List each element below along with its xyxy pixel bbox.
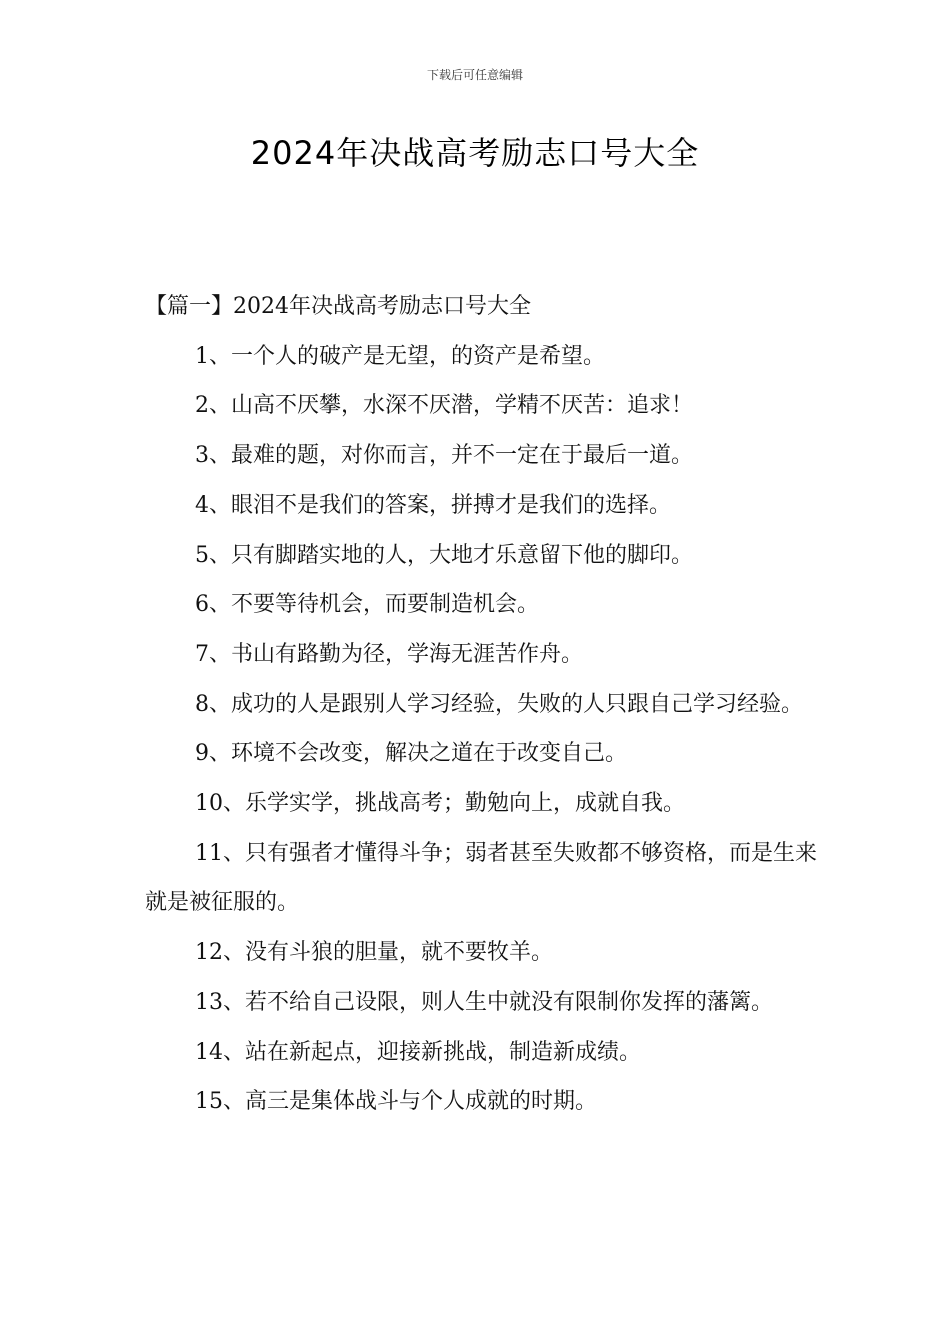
slogan-item: 11、只有强者才懂得斗争；弱者甚至失败都不够资格，而是生来就是被征服的。 — [145, 840, 817, 916]
slogan-list — [145, 332, 825, 1127]
slogan-item: 15、高三是集体战斗与个人成就的时期。 — [195, 1089, 597, 1115]
section-heading: 【篇一】2024年决战高考励志口号大全 — [145, 294, 531, 319]
document-title: 2024年决战高考励志口号大全 — [250, 134, 700, 172]
slogan-item: 13、若不给自己设限，则人生中就没有限制你发挥的藩篱。 — [195, 989, 773, 1015]
slogan-item: 14、站在新起点，迎接新挑战，制造新成绩。 — [195, 1039, 641, 1065]
slogan-item: 5、只有脚踏实地的人，大地才乐意留下他的脚印。 — [195, 542, 693, 568]
slogan-item: 3、最难的题，对你而言，并不一定在于最后一道。 — [195, 443, 693, 469]
slogan-item: 4、眼泪不是我们的答案，拼搏才是我们的选择。 — [195, 492, 671, 518]
slogan-item: 12、没有斗狼的胆量，就不要牧羊。 — [195, 940, 553, 966]
slogan-item: 2、山高不厌攀，水深不厌潜，学精不厌苦：追求！ — [195, 393, 693, 419]
slogan-item: 9、环境不会改变，解决之道在于改变自己。 — [195, 741, 627, 767]
slogan-item: 7、书山有路勤为径，学海无涯苦作舟。 — [195, 641, 583, 667]
slogan-item: 1、一个人的破产是无望，的资产是希望。 — [195, 343, 605, 369]
slogan-item: 6、不要等待机会，而要制造机会。 — [195, 592, 539, 618]
header-note: 下载后可任意编辑 — [426, 68, 523, 82]
slogan-item: 10、乐学实学，挑战高考；勤勉向上，成就自我。 — [195, 791, 685, 817]
slogan-item: 8、成功的人是跟别人学习经验，失败的人只跟自己学习经验。 — [195, 691, 803, 717]
document-body — [145, 282, 825, 1127]
